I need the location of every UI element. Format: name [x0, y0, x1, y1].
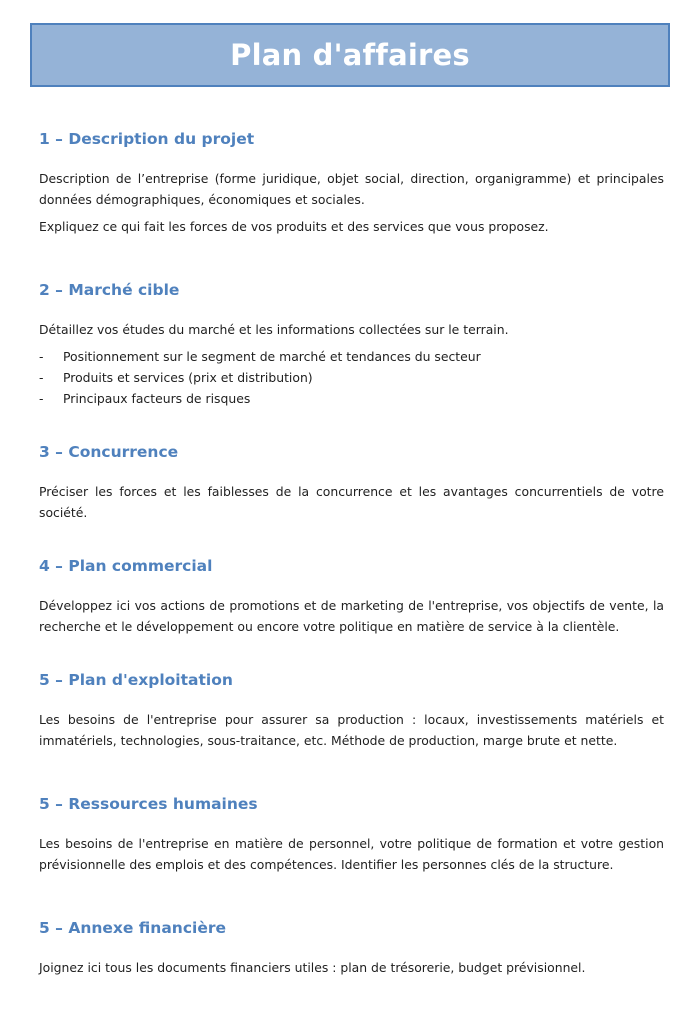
section-description-projet — [39, 129, 664, 237]
section-annexe-financiere — [39, 918, 664, 978]
section-heading: 4 – Plan commercial — [39, 557, 213, 575]
section-paragraph: Préciser les forces et les faiblesses de la concurrence et les avantages concurrentiels de votre société. — [39, 484, 664, 520]
list-item — [39, 388, 664, 409]
section-ressources-humaines — [39, 794, 664, 875]
bullet-marker: - — [39, 370, 44, 385]
section-plan-commercial — [39, 556, 664, 637]
list-item-text: Produits et services (prix et distribution) — [63, 370, 313, 385]
section-paragraph: Détaillez vos études du marché et les informations collectées sur le terrain. — [39, 322, 509, 337]
section-paragraph: Les besoins de l'entreprise pour assurer sa production : locaux, investissements matériels et immatériels, technologies, sous-traitance, etc. Méthode de production, marge brute et nette. — [39, 712, 664, 748]
section-paragraph: Joignez ici tous les documents financiers utiles : plan de trésorerie, budget prévisionnel. — [39, 960, 586, 975]
title-banner — [30, 23, 670, 87]
list-item-text: Positionnement sur le segment de marché et tendances du secteur — [63, 349, 481, 364]
section-heading: 2 – Marché cible — [39, 281, 180, 299]
bullet-marker: - — [39, 349, 44, 364]
list-item — [39, 367, 664, 388]
list-item — [39, 346, 664, 367]
section-heading: 5 – Annexe financière — [39, 919, 226, 937]
document-title: Plan d'affaires — [230, 38, 470, 72]
section-paragraph: Expliquez ce qui fait les forces de vos produits et des services que vous proposez. — [39, 219, 549, 234]
bullet-list — [39, 346, 664, 409]
list-item-text: Principaux facteurs de risques — [63, 391, 251, 406]
section-paragraph: Description de l’entreprise (forme juridique, objet social, direction, organigramme) et principales données démographiques, économiques et sociales. — [39, 171, 664, 207]
section-concurrence — [39, 442, 664, 523]
section-marche-cible — [39, 280, 664, 409]
section-heading: 3 – Concurrence — [39, 443, 179, 461]
section-heading: 5 – Plan d'exploitation — [39, 671, 233, 689]
section-paragraph: Développez ici vos actions de promotions et de marketing de l'entreprise, vos objectifs de vente, la recherche et le développement ou encore votre politique en matière de service à la clientèle. — [39, 598, 664, 634]
section-paragraph: Les besoins de l'entreprise en matière de personnel, votre politique de formation et votre gestion prévisionnelle des emplois et des compétences. Identifier les personnes clés de la structure. — [39, 836, 664, 872]
section-heading: 5 – Ressources humaines — [39, 795, 258, 813]
section-plan-exploitation — [39, 670, 664, 751]
bullet-marker: - — [39, 391, 44, 406]
section-heading: 1 – Description du projet — [39, 130, 255, 148]
